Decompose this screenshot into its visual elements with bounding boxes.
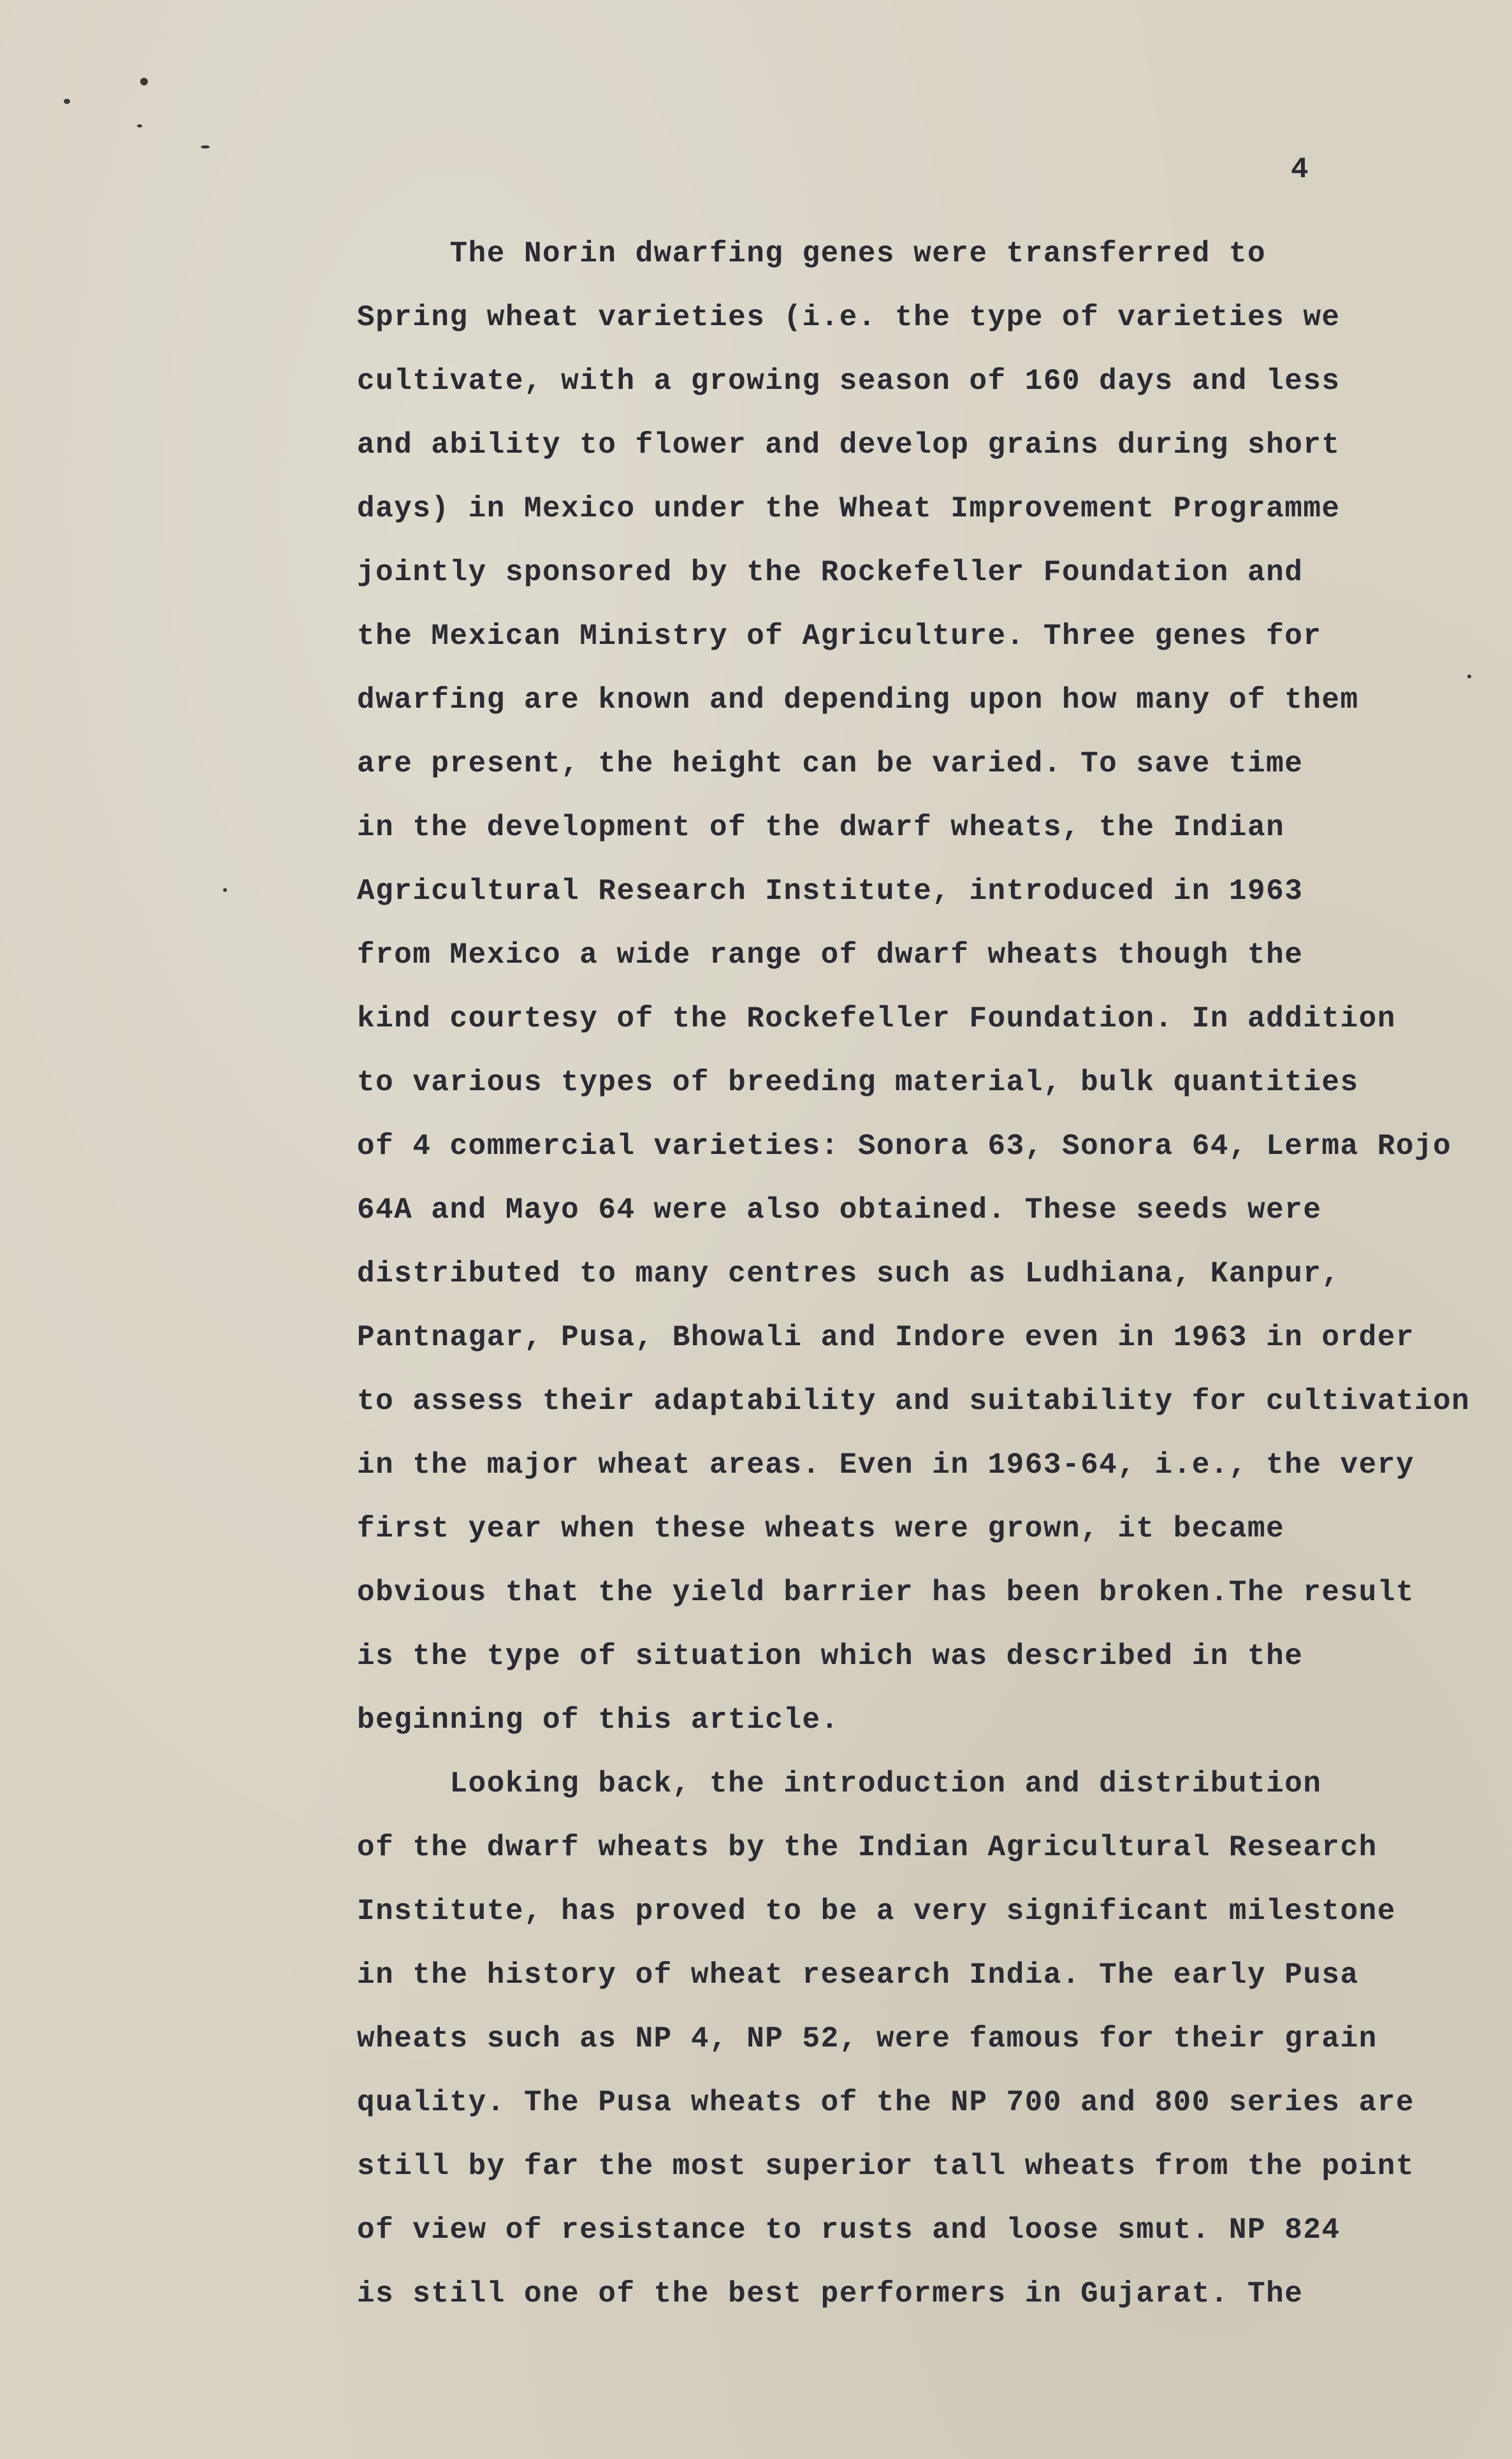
text-line: Agricultural Research Institute, introduced in 1963 xyxy=(357,875,1304,908)
text-line: of the dwarf wheats by the Indian Agricultural Research xyxy=(357,1831,1378,1864)
text-line: to various types of breeding material, bulk quantities xyxy=(357,1066,1359,1099)
text-line: Pantnagar, Pusa, Bhowali and Indore even in 1963 in order xyxy=(357,1321,1414,1354)
ink-speck xyxy=(1467,675,1471,678)
ink-speck xyxy=(137,124,142,128)
text-line: are present, the height can be varied. To save time xyxy=(357,747,1304,780)
text-line: Looking back, the introduction and distribution xyxy=(357,1767,1322,1800)
ink-speck xyxy=(64,99,70,104)
text-line: dwarfing are known and depending upon how many of them xyxy=(357,683,1359,717)
text-line: in the development of the dwarf wheats, the Indian xyxy=(357,811,1285,844)
text-line: in the major wheat areas. Even in 1963-64, i.e., the very xyxy=(357,1448,1414,1482)
text-line: and ability to flower and develop grains during short xyxy=(357,428,1341,462)
text-line: obvious that the yield barrier has been broken.The result xyxy=(357,1576,1414,1609)
text-line: to assess their adaptability and suitability for cultivation xyxy=(357,1385,1471,1418)
text-line: cultivate, with a growing season of 160 days and less xyxy=(357,365,1341,398)
text-line: of 4 commercial varieties: Sonora 63, Sonora 64, Lerma Rojo xyxy=(357,1130,1452,1163)
text-line: distributed to many centres such as Ludhiana, Kanpur, xyxy=(357,1257,1341,1290)
text-line: is the type of situation which was described in the xyxy=(357,1640,1304,1673)
text-line: of view of resistance to rusts and loose smut. NP 824 xyxy=(357,2214,1341,2247)
text-line: quality. The Pusa wheats of the NP 700 and 800 series are xyxy=(357,2086,1414,2119)
text-line: beginning of this article. xyxy=(357,1704,840,1737)
text-line: Spring wheat varieties (i.e. the type of varieties we xyxy=(357,301,1341,334)
text-line: is still one of the best performers in Gujarat. The xyxy=(357,2277,1304,2310)
ink-speck xyxy=(223,888,227,892)
text-line: still by far the most superior tall wheats from the point xyxy=(357,2150,1414,2183)
text-line: jointly sponsored by the Rockefeller Foundation and xyxy=(357,556,1304,589)
text-line: wheats such as NP 4, NP 52, were famous for their grain xyxy=(357,2022,1378,2055)
text-line: in the history of wheat research India. The early Pusa xyxy=(357,1959,1359,1992)
ink-speck xyxy=(201,145,210,149)
page-number: 4 xyxy=(1291,153,1310,186)
text-line: The Norin dwarfing genes were transferred to xyxy=(357,237,1267,270)
text-line: Institute, has proved to be a very significant milestone xyxy=(357,1895,1396,1928)
ink-speck xyxy=(140,78,148,85)
text-line: 64A and Mayo 64 were also obtained. These seeds were xyxy=(357,1193,1322,1227)
text-line: days) in Mexico under the Wheat Improvement Programme xyxy=(357,492,1341,525)
text-line: the Mexican Ministry of Agriculture. Three genes for xyxy=(357,620,1322,653)
text-line: first year when these wheats were grown, it became xyxy=(357,1512,1285,1545)
text-line: kind courtesy of the Rockefeller Foundation. In addition xyxy=(357,1002,1396,1035)
text-line: from Mexico a wide range of dwarf wheats though the xyxy=(357,938,1304,972)
